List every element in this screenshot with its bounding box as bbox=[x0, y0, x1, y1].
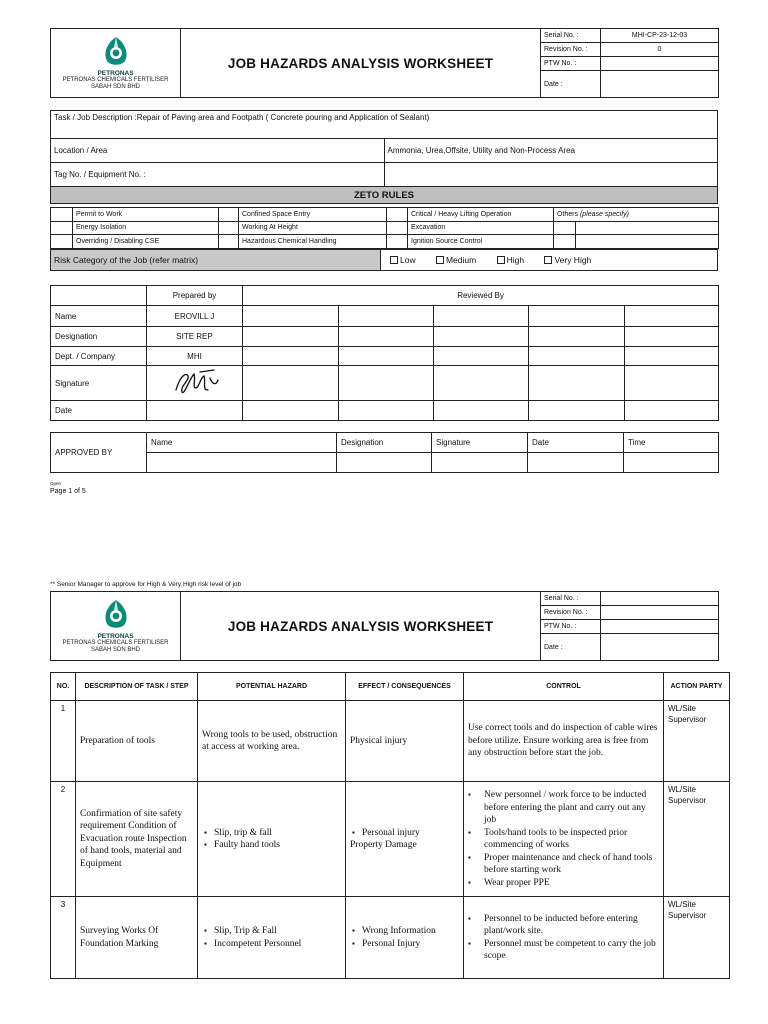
serial-value[interactable] bbox=[601, 592, 719, 606]
petronas-logo-icon bbox=[103, 598, 129, 630]
preparation-review-table bbox=[50, 285, 719, 421]
ptw-value[interactable] bbox=[601, 57, 719, 71]
zeto-permit-to-work: Permit to Work bbox=[73, 208, 219, 222]
risk-very-high[interactable]: Very High bbox=[544, 255, 591, 265]
list-item: ▪ Wear proper PPE bbox=[468, 877, 659, 890]
hazard-analysis-table bbox=[50, 672, 730, 979]
row-hazard: Wrong tools to be used, obstruction at access at working area. bbox=[198, 701, 346, 782]
table-row bbox=[51, 701, 730, 782]
row-no: 2 bbox=[51, 782, 76, 897]
name-label: Name bbox=[51, 306, 147, 327]
zeto-check[interactable] bbox=[387, 221, 408, 235]
task-block bbox=[50, 110, 718, 204]
approval-table bbox=[50, 432, 719, 473]
designation-label: Designation bbox=[51, 327, 147, 347]
approval-note: ** Senior Manager to approve for High & Very High risk level of job bbox=[50, 581, 242, 588]
company-brand: PETRONAS bbox=[97, 633, 134, 640]
checkbox-icon[interactable] bbox=[436, 256, 444, 264]
company-name-line1: PETRONAS CHEMICALS FERTILISER bbox=[62, 77, 169, 83]
prepared-signature[interactable] bbox=[147, 366, 243, 401]
prepared-dept[interactable]: MHI bbox=[147, 347, 243, 366]
zeto-others[interactable] bbox=[554, 208, 719, 222]
zeto-check[interactable] bbox=[554, 235, 576, 249]
sheet-title: JOB HAZARDS ANALYSIS WORKSHEET bbox=[181, 592, 541, 661]
row-party: WL/Site Supervisor bbox=[664, 897, 730, 979]
row-control: Use correct tools and do inspection of cable wires before utilize. Ensure working area is free from any obstruction before start the job. bbox=[464, 701, 664, 782]
col-header-action-party: ACTION PARTY bbox=[664, 673, 730, 701]
zeto-check[interactable] bbox=[51, 208, 73, 222]
table-row bbox=[51, 897, 730, 979]
approval-col-designation: Designation bbox=[337, 433, 432, 453]
serial-label: Serial No. : bbox=[541, 29, 601, 43]
row-control bbox=[464, 782, 664, 897]
list-item: ▪ Personal Injury bbox=[350, 938, 459, 951]
list-item: ▪ Personnel must be competent to carry the job scope bbox=[468, 938, 659, 963]
approved-by-label: APPROVED BY bbox=[51, 433, 147, 473]
list-item: ▪ Personal injury bbox=[350, 827, 459, 840]
list-item: ▪ Tools/hand tools to be inspected prior commencing of works bbox=[468, 827, 659, 852]
header-block-1 bbox=[50, 28, 719, 98]
col-header-effect: EFFECT / CONSEQUENCES bbox=[346, 673, 464, 701]
serial-value[interactable]: MHI-CP-23-12-03 bbox=[601, 29, 719, 43]
approval-col-signature: Signature bbox=[432, 433, 528, 453]
row-task: Preparation of tools bbox=[76, 701, 198, 782]
sheet-title: JOB HAZARDS ANALYSIS WORKSHEET bbox=[181, 29, 541, 98]
company-brand: PETRONAS bbox=[97, 70, 134, 77]
row-no: 1 bbox=[51, 701, 76, 782]
revision-label: Revision No. : bbox=[541, 43, 601, 57]
approval-col-date: Date bbox=[528, 433, 624, 453]
zeto-hazardous-chemical: Hazardous Chemical Handling bbox=[239, 235, 387, 249]
zeto-check[interactable] bbox=[219, 208, 239, 222]
reviewed-by-header: Reviewed By bbox=[243, 286, 719, 306]
revision-label: Revision No. : bbox=[541, 606, 601, 620]
handwritten-signature-icon bbox=[170, 366, 220, 398]
col-header-control: CONTROL bbox=[464, 673, 664, 701]
date-value[interactable] bbox=[601, 634, 719, 661]
row-effect bbox=[346, 782, 464, 897]
zeto-heavy-lifting: Critical / Heavy Lifting Operation bbox=[408, 208, 554, 222]
list-item: ▪ Incompetent Personnel bbox=[202, 938, 341, 951]
zeto-check[interactable] bbox=[387, 235, 408, 249]
zeto-ignition-source: Ignition Source Control bbox=[408, 235, 554, 249]
zeto-energy-isolation: Energy Isolation bbox=[73, 221, 219, 235]
list-item: ▪ Proper maintenance and check of hand tools before starting work bbox=[468, 852, 659, 877]
row-party: WL/Site Supervisor bbox=[664, 701, 730, 782]
row-no: 3 bbox=[51, 897, 76, 979]
row-control bbox=[464, 897, 664, 979]
zeto-check[interactable] bbox=[51, 235, 73, 249]
ptw-value[interactable] bbox=[601, 620, 719, 634]
petronas-logo-icon bbox=[103, 35, 129, 67]
risk-label: Risk Category of the Job (refer matrix) bbox=[51, 250, 381, 271]
row-hazard bbox=[198, 782, 346, 897]
zeto-others-label: Others bbox=[557, 210, 579, 218]
zeto-other-field[interactable] bbox=[576, 235, 719, 249]
company-logo-cell bbox=[51, 592, 181, 661]
prepared-designation[interactable]: SITE REP bbox=[147, 327, 243, 347]
row-effect: Physical injury bbox=[346, 701, 464, 782]
task-description[interactable]: Task / Job Description :Repair of Paving area and Footpath ( Concrete pouring and Application of Sealant) bbox=[51, 111, 718, 139]
col-header-no: NO. bbox=[51, 673, 76, 701]
row-task: Surveying Works Of Foundation Marking bbox=[76, 897, 198, 979]
approval-col-time: Time bbox=[624, 433, 719, 453]
company-name-line2: SABAH SDN BHD bbox=[90, 647, 140, 653]
classification-label: Open bbox=[50, 481, 62, 486]
zeto-others-note: (please specify) bbox=[579, 210, 629, 218]
list-item: ▪ Wrong Information bbox=[350, 925, 459, 938]
revision-value[interactable]: 0 bbox=[601, 43, 719, 57]
page-number: Page 1 of 5 bbox=[50, 488, 86, 495]
company-logo-cell bbox=[51, 29, 181, 98]
checkbox-icon[interactable] bbox=[497, 256, 505, 264]
date-label: Date : bbox=[541, 634, 601, 661]
list-item: ▪ Slip, trip & fall bbox=[202, 827, 341, 840]
row-task: Confirmation of site safety requirement Condition of Evacuation route Inspection of hand tools, material and Equipment bbox=[76, 782, 198, 897]
list-item: ▪ Slip, Trip & Fall bbox=[202, 925, 341, 938]
table-row bbox=[51, 782, 730, 897]
tag-value[interactable] bbox=[384, 163, 718, 187]
risk-category-row bbox=[50, 249, 718, 271]
prepared-by-header: Prepared by bbox=[147, 286, 243, 306]
ptw-label: PTW No. : bbox=[541, 620, 601, 634]
company-name-line2: SABAH SDN BHD bbox=[90, 84, 140, 90]
header-block-2 bbox=[50, 591, 719, 661]
zeto-excavation: Excavation bbox=[408, 221, 554, 235]
col-header-hazard: POTENTIAL HAZARD bbox=[198, 673, 346, 701]
list-item: ▪ Personnel to be inducted before entering plant/work site. bbox=[468, 913, 659, 938]
zeto-working-at-height: Working At Height bbox=[239, 221, 387, 235]
date-label: Date : bbox=[541, 71, 601, 98]
dept-label: Dept. / Company bbox=[51, 347, 147, 366]
risk-high[interactable]: High bbox=[497, 255, 524, 265]
row-party: WL/Site Supervisor bbox=[664, 782, 730, 897]
zeto-overriding-cse: Overriding / Disabling CSE bbox=[73, 235, 219, 249]
zeto-rules-table bbox=[50, 207, 719, 249]
zeto-rules-title: ZETO RULES bbox=[51, 187, 718, 204]
date-value[interactable] bbox=[601, 71, 719, 98]
serial-label: Serial No. : bbox=[541, 592, 601, 606]
prepared-name[interactable]: EROVILL J bbox=[147, 306, 243, 327]
zeto-check[interactable] bbox=[219, 221, 239, 235]
signature-label: Signature bbox=[51, 366, 147, 401]
zeto-check[interactable] bbox=[387, 208, 408, 222]
zeto-check[interactable] bbox=[219, 235, 239, 249]
zeto-check[interactable] bbox=[51, 221, 73, 235]
list-item: ▪ Faulty hand tools bbox=[202, 839, 341, 852]
approval-col-name: Name bbox=[147, 433, 337, 453]
ptw-label: PTW No. : bbox=[541, 57, 601, 71]
zeto-check[interactable] bbox=[554, 221, 576, 235]
risk-medium[interactable]: Medium bbox=[436, 255, 476, 265]
checkbox-icon[interactable] bbox=[544, 256, 552, 264]
list-item: ▪ New personnel / work force to be inducted before entering the plant and carry out any job bbox=[468, 789, 659, 827]
col-header-task: DESCRIPTION OF TASK / STEP bbox=[76, 673, 198, 701]
zeto-other-field[interactable] bbox=[576, 221, 719, 235]
date-row-label: Date bbox=[51, 401, 147, 421]
location-value[interactable]: Ammonia, Urea,Offsite, Utility and Non-Process Area bbox=[384, 139, 718, 163]
checkbox-icon[interactable] bbox=[390, 256, 398, 264]
zeto-confined-space: Confined Space Entry bbox=[239, 208, 387, 222]
row-hazard bbox=[198, 897, 346, 979]
list-item: Property Damage bbox=[350, 840, 417, 850]
tag-label: Tag No. / Equipment No. : bbox=[51, 163, 385, 187]
risk-low[interactable]: Low bbox=[390, 255, 416, 265]
location-label: Location / Area bbox=[51, 139, 385, 163]
company-name-line1: PETRONAS CHEMICALS FERTILISER bbox=[62, 640, 169, 646]
risk-options bbox=[381, 250, 718, 271]
row-effect bbox=[346, 897, 464, 979]
revision-value[interactable] bbox=[601, 606, 719, 620]
